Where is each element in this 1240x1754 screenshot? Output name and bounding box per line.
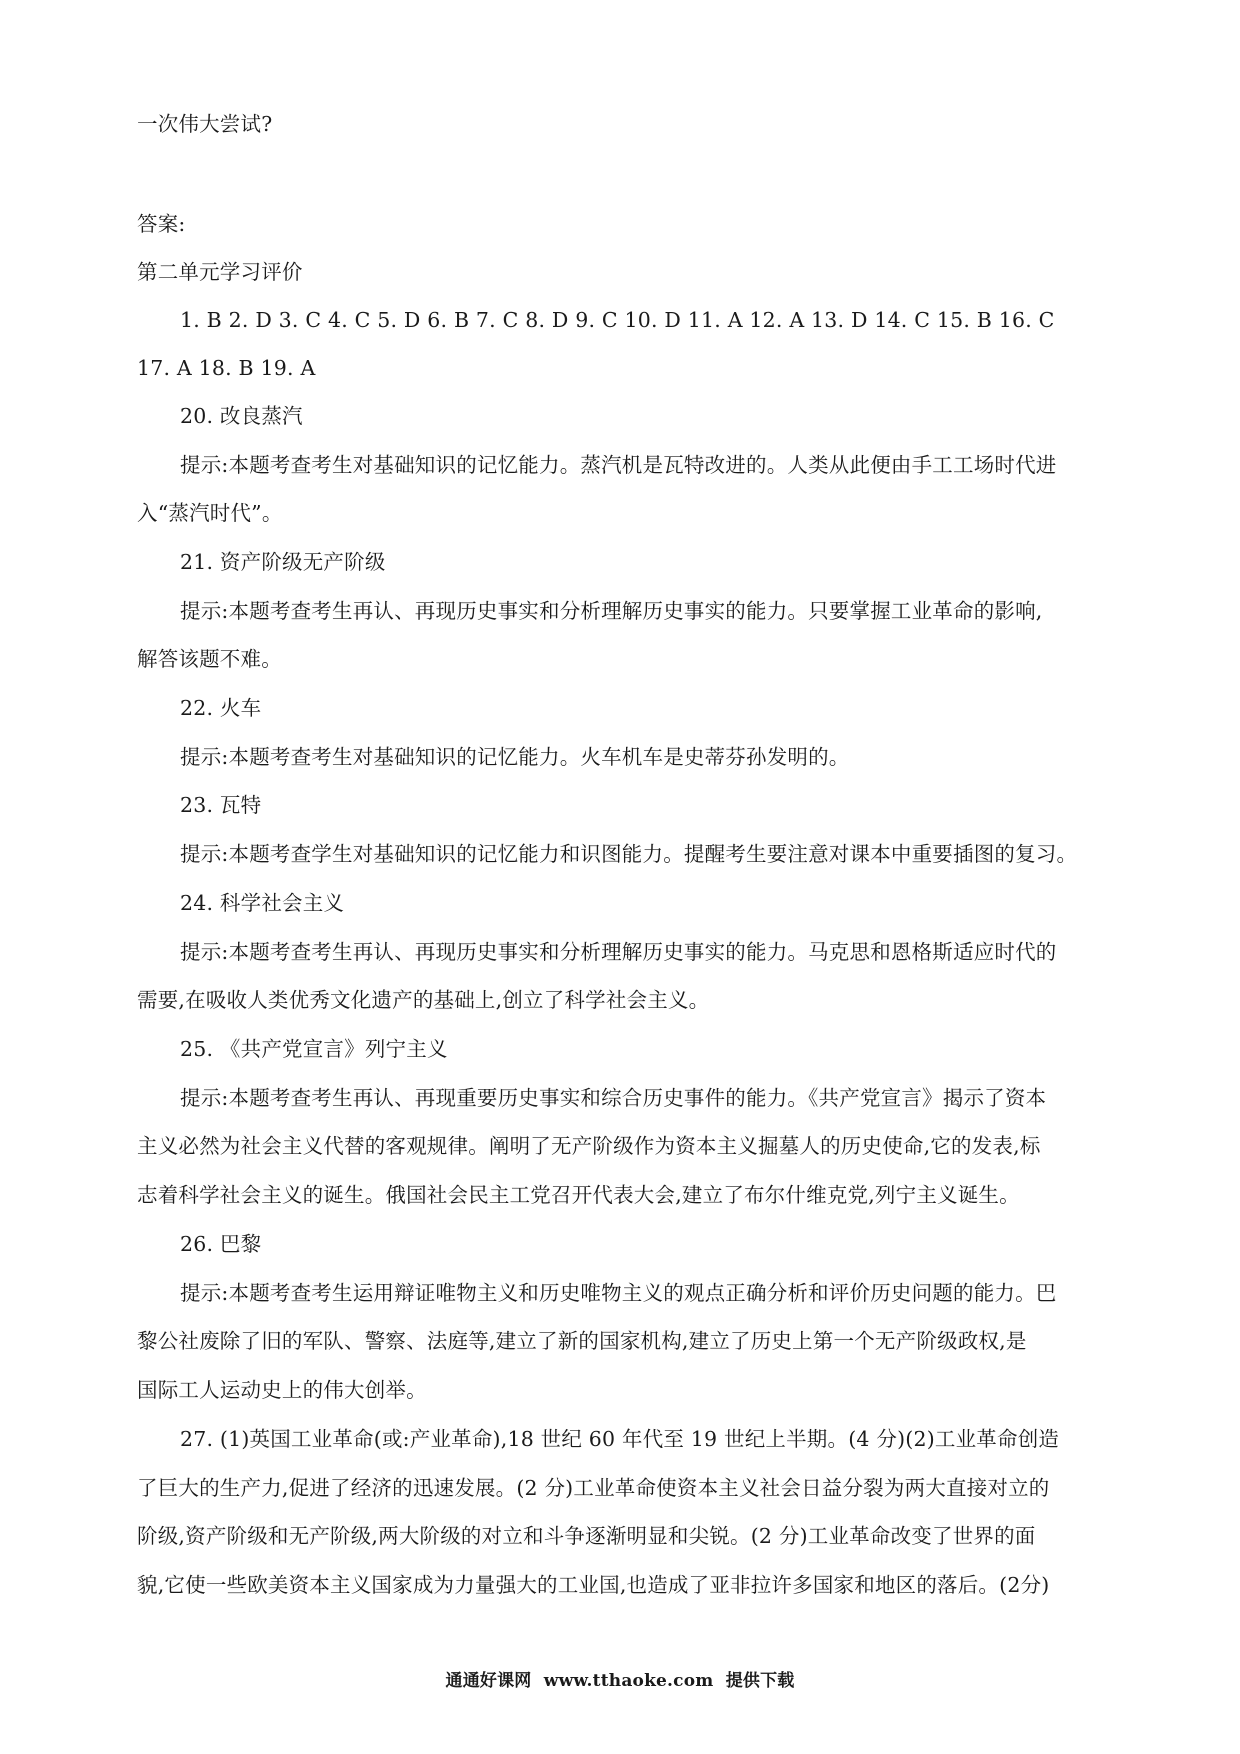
hint-26-line-1: 提示:本题考查考生运用辩证唯物主义和历史唯物主义的观点正确分析和评价历史问题的能力。巴 — [180, 1281, 1057, 1305]
hint-22: 提示:本题考查考生对基础知识的记忆能力。火车机车是史蒂芬孙发明的。 — [180, 745, 850, 769]
answer-24: 24. 科学社会主义 — [180, 891, 345, 915]
answers-heading: 答案: — [137, 212, 186, 236]
page-footer: 通通好课网 www.tthaoke.com 提供下载 — [445, 1671, 795, 1691]
hint-21-line-2: 解答该题不难。 — [137, 647, 282, 671]
answer-27-line-4: 貌,它使一些欧美资本主义国家成为力量强大的工业国,也造成了亚非拉许多国家和地区的落后。(2分) — [137, 1573, 1050, 1597]
choice-answers-line-1: 1. B 2. D 3. C 4. C 5. D 6. B 7. C 8. D 9. C 10. D 11. A 12. A 13. D 14. C 15. B 16. C — [180, 308, 1055, 332]
answer-27-line-1: 27. (1)英国工业革命(或:产业革命),18 世纪 60 年代至 19 世纪上半期。(4 分)(2)工业革命创造 — [180, 1427, 1060, 1451]
hint-26-line-3: 国际工人运动史上的伟大创举。 — [137, 1378, 427, 1402]
hint-26-line-2: 黎公社废除了旧的军队、警察、法庭等,建立了新的国家机构,建立了历史上第一个无产阶级政权,是 — [137, 1329, 1027, 1353]
answer-27-line-2: 了巨大的生产力,促进了经济的迅速发展。(2 分)工业革命使资本主义社会日益分裂为两大直接对立的 — [137, 1476, 1050, 1500]
hint-23: 提示:本题考查学生对基础知识的记忆能力和识图能力。提醒考生要注意对课本中重要插图的复习。 — [180, 842, 1078, 866]
text-line-1: 一次伟大尝试? — [137, 112, 273, 136]
hint-25-line-2: 主义必然为社会主义代替的客观规律。阐明了无产阶级作为资本主义掘墓人的历史使命,它的发表,标 — [137, 1134, 1041, 1158]
answer-23: 23. 瓦特 — [180, 793, 262, 817]
hint-24-line-1: 提示:本题考查考生再认、再现历史事实和分析理解历史事实的能力。马克思和恩格斯适应时代的 — [180, 940, 1057, 964]
hint-25-line-1: 提示:本题考查考生再认、再现重要历史事实和综合历史事件的能力。《共产党宣言》揭示了资本 — [180, 1086, 1047, 1110]
answer-21: 21. 资产阶级无产阶级 — [180, 550, 386, 574]
choice-answers-line-2: 17. A 18. B 19. A — [137, 356, 316, 380]
answer-27-line-3: 阶级,资产阶级和无产阶级,两大阶级的对立和斗争逐渐明显和尖锐。(2 分)工业革命改变了世界的面 — [137, 1524, 1036, 1548]
answer-20: 20. 改良蒸汽 — [180, 404, 303, 428]
answer-22: 22. 火车 — [180, 696, 262, 720]
hint-25-line-3: 志着科学社会主义的诞生。俄国社会民主工党召开代表大会,建立了布尔什维克党,列宁主义诞生。 — [137, 1183, 1020, 1207]
unit-heading: 第二单元学习评价 — [137, 260, 303, 284]
hint-20-line-1: 提示:本题考查考生对基础知识的记忆能力。蒸汽机是瓦特改进的。人类从此便由手工工场时代进 — [180, 453, 1057, 477]
hint-21-line-1: 提示:本题考查考生再认、再现历史事实和分析理解历史事实的能力。只要掌握工业革命的影响, — [180, 599, 1043, 623]
hint-24-line-2: 需要,在吸收人类优秀文化遗产的基础上,创立了科学社会主义。 — [137, 988, 710, 1012]
answer-26: 26. 巴黎 — [180, 1232, 262, 1256]
answer-25: 25. 《共产党宣言》列宁主义 — [180, 1037, 448, 1061]
hint-20-line-2: 入“蒸汽时代”。 — [137, 501, 283, 525]
